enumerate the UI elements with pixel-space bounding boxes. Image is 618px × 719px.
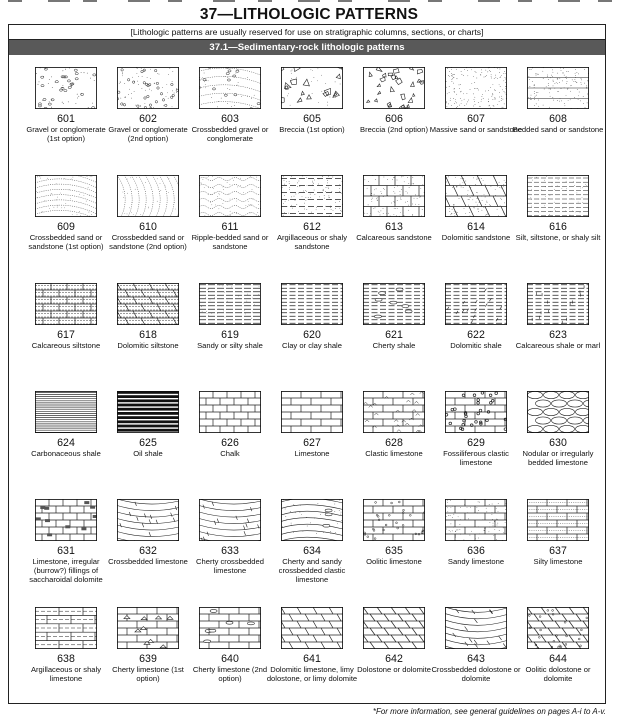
pattern-swatch [527, 391, 589, 433]
pattern-name: Calcareous siltstone [31, 341, 101, 350]
pattern-code: 620 [303, 329, 321, 341]
pattern-name: Silty limestone [533, 557, 583, 566]
pattern-swatch [527, 607, 589, 649]
pattern-name: Breccia (1st option) [279, 125, 345, 134]
pattern-swatch [199, 175, 261, 217]
pattern-code: 639 [139, 653, 157, 665]
pattern-name: Cherty limestone (1st option) [112, 665, 184, 684]
pattern-cell [512, 57, 604, 165]
pattern-swatch [363, 607, 425, 649]
pattern-code: 623 [549, 329, 567, 341]
pattern-swatch [117, 175, 179, 217]
pattern-code: 614 [467, 221, 485, 233]
pattern-cell [271, 489, 353, 597]
top-rule-tick [168, 0, 182, 2]
top-rule-tick [83, 0, 97, 2]
pattern-code: 641 [303, 653, 321, 665]
pattern-swatch [35, 175, 97, 217]
pattern-code: 637 [549, 545, 567, 557]
top-rule-tick [598, 0, 612, 2]
pattern-code: 636 [467, 545, 485, 557]
pattern-cell [25, 273, 107, 381]
pattern-swatch [445, 607, 507, 649]
pattern-swatch [281, 607, 343, 649]
pattern-name: Cherty and sandy crossbedded clastic limestone [278, 557, 346, 585]
pattern-code: 602 [139, 113, 157, 125]
pattern-name: Dolomitic limestone, limy dolostone, or limy dolomite [266, 665, 358, 684]
top-rule-tick [338, 0, 352, 2]
footer-note: *For more information, see general guidelines on pages A-i to A-v. [372, 707, 606, 716]
pattern-code: 638 [57, 653, 75, 665]
pattern-name: Crossbedded sand or sandstone (1st option) [28, 233, 104, 252]
pattern-cell [353, 597, 435, 705]
pattern-name: Bedded sand or sandstone [512, 125, 604, 134]
usage-note: [Lithologic patterns are usually reserved for use on stratigraphic columns, sections, or charts] [9, 25, 605, 40]
pattern-cell [429, 57, 523, 165]
pattern-code: 635 [385, 545, 403, 557]
pattern-name: Crossbedded gravel or conglomerate [191, 125, 269, 144]
pattern-code: 603 [221, 113, 239, 125]
pattern-cell [189, 381, 271, 489]
pattern-swatch [445, 175, 507, 217]
pattern-code: 601 [57, 113, 75, 125]
pattern-name: Carbonaceous shale [31, 449, 101, 458]
pattern-name: Dolomitic siltstone [117, 341, 179, 350]
pattern-name: Limestone, irregular (burrow?) fillings of saccharoidal dolomite [29, 557, 103, 585]
pattern-cell [107, 57, 189, 165]
pattern-cell [107, 273, 189, 381]
pattern-name: Ripple-bedded sand or sandstone [191, 233, 269, 252]
pattern-cell [353, 57, 435, 165]
pattern-cell [353, 381, 435, 489]
pattern-name: Silt, siltstone, or shaly silt [515, 233, 601, 242]
pattern-swatch [35, 283, 97, 325]
top-rule-tick [298, 0, 320, 2]
pattern-name: Cherty shale [372, 341, 416, 350]
pattern-cell [107, 381, 189, 489]
pattern-cell [435, 273, 517, 381]
pattern-code: 626 [221, 437, 239, 449]
pattern-cell [189, 489, 271, 597]
pattern-cell [25, 57, 107, 165]
pattern-cell [25, 597, 107, 705]
pattern-code: 609 [57, 221, 75, 233]
top-rule-tick [478, 0, 500, 2]
pattern-code: 618 [139, 329, 157, 341]
pattern-name: Calcareous shale or marl [515, 341, 601, 350]
pattern-swatch [199, 607, 261, 649]
top-rule-tick [213, 0, 235, 2]
pattern-swatch [281, 499, 343, 541]
pattern-cell [517, 165, 599, 273]
top-rule-tick [8, 0, 22, 2]
pattern-code: 630 [549, 437, 567, 449]
pattern-cell [189, 597, 271, 705]
pattern-name: Cherty crossbedded limestone [196, 557, 264, 576]
pattern-swatch [281, 391, 343, 433]
pattern-table [8, 24, 606, 704]
pattern-code: 628 [385, 437, 403, 449]
pattern-swatch [445, 499, 507, 541]
pattern-name: Clay or clay shale [282, 341, 342, 350]
pattern-name: Dolomitic shale [450, 341, 502, 350]
pattern-cell [107, 165, 189, 273]
top-rule-tick [518, 0, 532, 2]
pattern-grid [9, 55, 605, 703]
pattern-code: 608 [549, 113, 567, 125]
pattern-name: Dolomitic sandstone [441, 233, 511, 242]
pattern-swatch [35, 391, 97, 433]
pattern-cell [353, 165, 435, 273]
pattern-code: 634 [303, 545, 321, 557]
pattern-swatch [527, 67, 589, 109]
pattern-name: Clastic limestone [365, 449, 423, 458]
top-rule-tick [48, 0, 70, 2]
pattern-cell [107, 597, 189, 705]
pattern-swatch [363, 67, 425, 109]
pattern-name: Chalk [220, 449, 240, 458]
pattern-code: 621 [385, 329, 403, 341]
pattern-cell [353, 489, 435, 597]
top-rule-marks [8, 0, 606, 3]
pattern-code: 605 [303, 113, 321, 125]
pattern-cell [271, 57, 353, 165]
pattern-cell [517, 381, 599, 489]
pattern-code: 619 [221, 329, 239, 341]
pattern-code: 610 [139, 221, 157, 233]
pattern-swatch [281, 175, 343, 217]
pattern-cell [517, 489, 599, 597]
pattern-code: 617 [57, 329, 75, 341]
pattern-swatch [363, 499, 425, 541]
pattern-code: 632 [139, 545, 157, 557]
pattern-swatch [527, 175, 589, 217]
pattern-code: 631 [57, 545, 75, 557]
pattern-cell [189, 273, 271, 381]
pattern-cell [517, 273, 599, 381]
pattern-code: 625 [139, 437, 157, 449]
pattern-swatch [35, 67, 97, 109]
pattern-swatch [117, 283, 179, 325]
pattern-cell [353, 273, 435, 381]
pattern-name: Oolitic dolostone or dolomite [525, 665, 591, 684]
pattern-cell [435, 165, 517, 273]
pattern-name: Calcareous sandstone [356, 233, 432, 242]
pattern-swatch [527, 283, 589, 325]
pattern-swatch [281, 283, 343, 325]
pattern-cell [107, 489, 189, 597]
pattern-cell [266, 597, 358, 705]
pattern-name: Sandy or silty shale [197, 341, 263, 350]
pattern-code: 612 [303, 221, 321, 233]
pattern-swatch [117, 391, 179, 433]
pattern-code: 624 [57, 437, 75, 449]
pattern-name: Crossbedded dolostone or dolomite [431, 665, 521, 684]
pattern-cell [271, 381, 353, 489]
pattern-swatch [35, 607, 97, 649]
pattern-code: 622 [467, 329, 485, 341]
pattern-cell [435, 381, 517, 489]
pattern-cell [189, 165, 271, 273]
pattern-swatch [35, 499, 97, 541]
pattern-name: Massive sand or sandstone [429, 125, 523, 134]
pattern-code: 642 [385, 653, 403, 665]
pattern-name: Breccia (2nd option) [360, 125, 428, 134]
pattern-name: Sandy limestone [447, 557, 505, 566]
pattern-cell [431, 597, 521, 705]
pattern-swatch [363, 175, 425, 217]
pattern-swatch [199, 499, 261, 541]
pattern-name: Nodular or irregularly bedded limestone [522, 449, 594, 468]
pattern-name: Oil shale [133, 449, 163, 458]
pattern-cell [271, 273, 353, 381]
pattern-name: Limestone [294, 449, 330, 458]
pattern-name: Oolitic limestone [366, 557, 422, 566]
pattern-name: Crossbedded sand or sandstone (2nd option) [109, 233, 187, 252]
pattern-code: 616 [549, 221, 567, 233]
pattern-name: Dolostone or dolomite [357, 665, 431, 674]
pattern-swatch [199, 391, 261, 433]
pattern-cell [435, 489, 517, 597]
pattern-swatch [445, 283, 507, 325]
pattern-swatch [117, 499, 179, 541]
pattern-swatch [117, 67, 179, 109]
pattern-name: Gravel or conglomerate (2nd option) [108, 125, 188, 144]
pattern-swatch [281, 67, 343, 109]
pattern-swatch [363, 283, 425, 325]
pattern-code: 629 [467, 437, 485, 449]
pattern-swatch [445, 67, 507, 109]
pattern-code: 640 [221, 653, 239, 665]
pattern-swatch [527, 499, 589, 541]
pattern-name: Fossiliferous clastic limestone [443, 449, 509, 468]
pattern-cell [189, 57, 271, 165]
pattern-name: Cherty limestone (2nd option) [192, 665, 268, 684]
top-rule-tick [428, 0, 442, 2]
pattern-name: Argillaceous or shaly limestone [30, 665, 102, 684]
pattern-code: 644 [549, 653, 567, 665]
top-rule-tick [558, 0, 580, 2]
pattern-swatch [199, 67, 261, 109]
pattern-code: 611 [221, 221, 239, 233]
pattern-code: 607 [467, 113, 485, 125]
top-rule-tick [388, 0, 410, 2]
pattern-code: 627 [303, 437, 321, 449]
pattern-name: Argillaceous or shaly sandstone [276, 233, 348, 252]
pattern-code: 613 [385, 221, 403, 233]
section-heading: 37.1—Sedimentary-rock lithologic patterns [9, 40, 605, 55]
pattern-code: 606 [385, 113, 403, 125]
pattern-cell [271, 165, 353, 273]
pattern-name: Gravel or conglomerate (1st option) [26, 125, 106, 144]
pattern-code: 643 [467, 653, 485, 665]
pattern-cell [25, 165, 107, 273]
pattern-name: Crossbedded limestone [108, 557, 188, 566]
top-rule-tick [128, 0, 150, 2]
top-rule-tick [258, 0, 272, 2]
pattern-swatch [363, 391, 425, 433]
pattern-cell [25, 381, 107, 489]
pattern-cell [25, 489, 107, 597]
pattern-code: 633 [221, 545, 239, 557]
pattern-swatch [199, 283, 261, 325]
pattern-cell [517, 597, 599, 705]
page-title: 37—LITHOLOGIC PATTERNS [199, 6, 419, 23]
pattern-swatch [445, 391, 507, 433]
pattern-swatch [117, 607, 179, 649]
